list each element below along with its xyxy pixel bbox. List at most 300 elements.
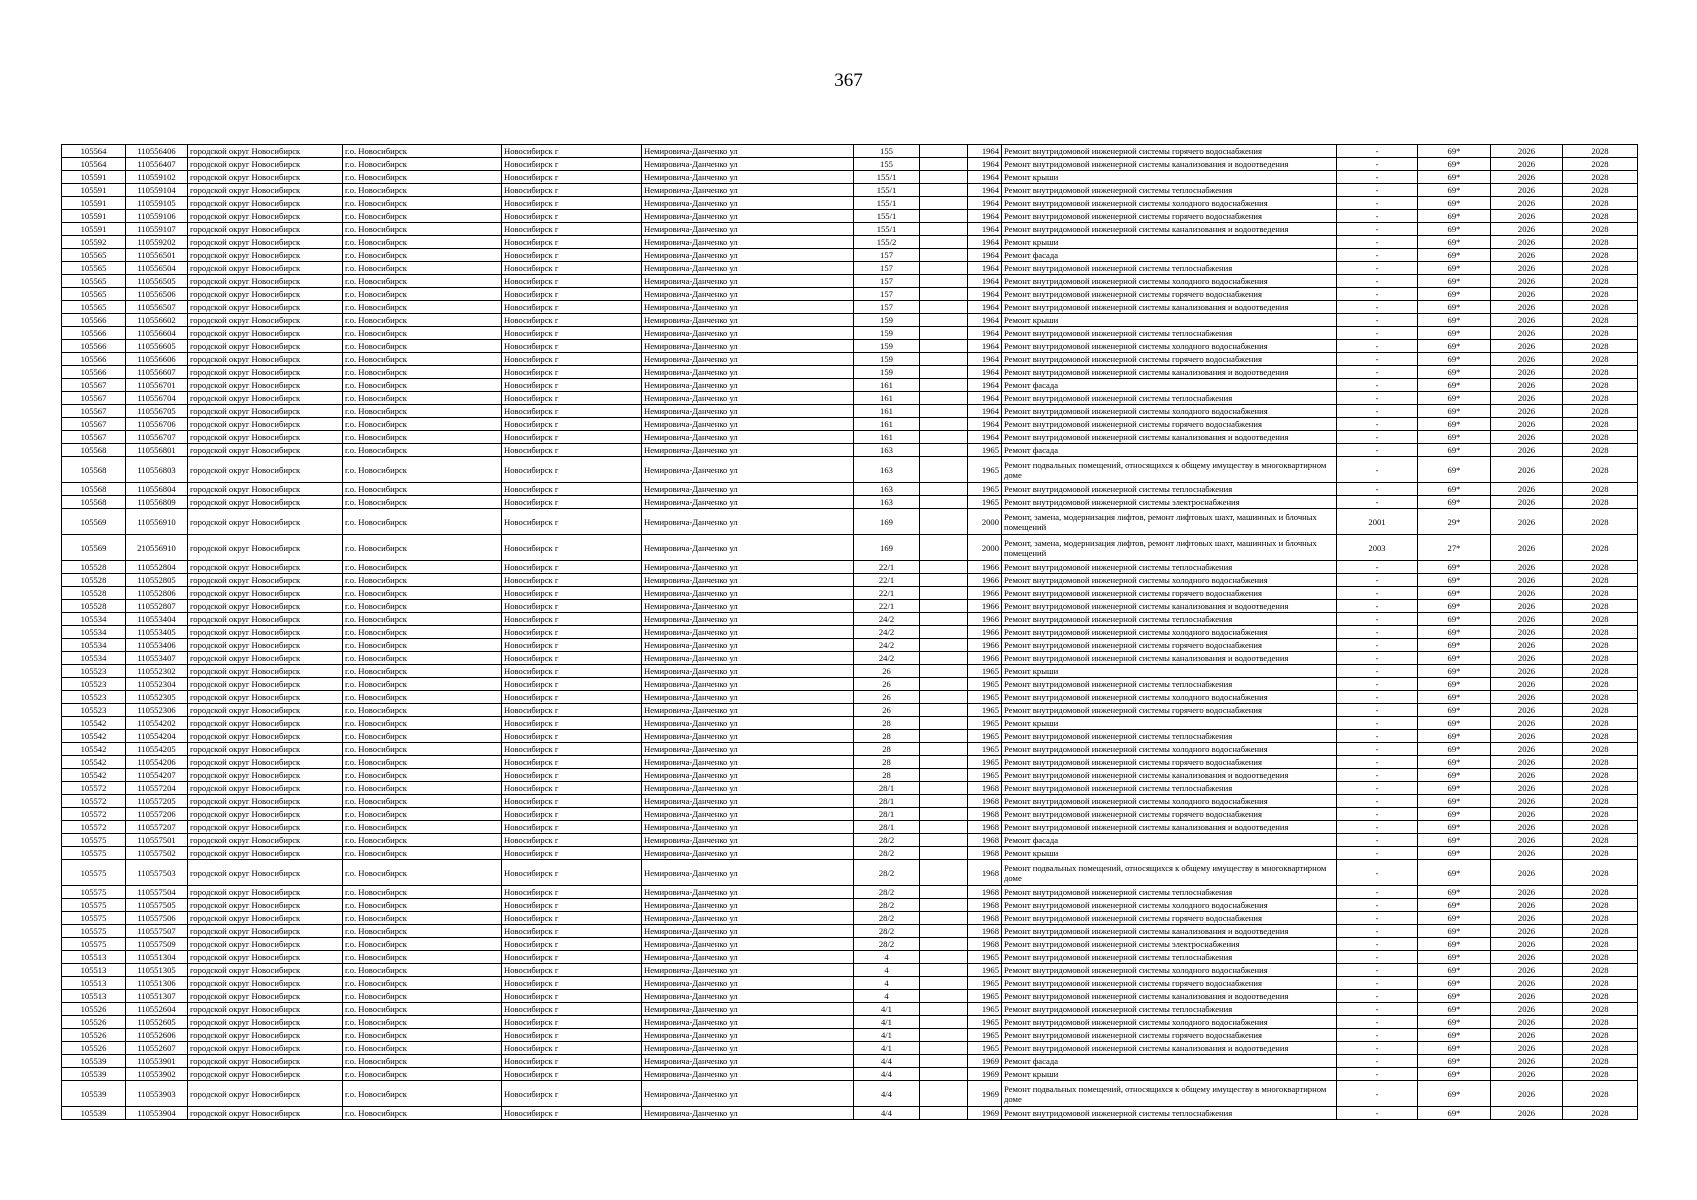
cell-municipality: городской округ Новосибирск: [188, 600, 343, 613]
cell-last-repair-year: -: [1337, 1029, 1418, 1042]
cell-urban-district: г.о. Новосибирск: [343, 327, 502, 340]
cell-row-id: 105575: [62, 860, 126, 886]
cell-last-repair-year: -: [1337, 444, 1418, 457]
cell-settlement: Новосибирск г: [502, 951, 642, 964]
cell-build-year: 1968: [968, 860, 1002, 886]
cell-plan-start-year: 2026: [1491, 600, 1563, 613]
cell-work-code: 110552305: [126, 691, 188, 704]
cell-last-repair-year: -: [1337, 184, 1418, 197]
cell-settlement: Новосибирск г: [502, 938, 642, 951]
cell-work-type: Ремонт внутридомовой инженерной системы канализования и водоотведения: [1002, 925, 1337, 938]
cell-street: Немировича-Данченко ул: [642, 1042, 854, 1055]
cell-work-code: 110553904: [126, 1107, 188, 1120]
cell-work-type: Ремонт подвальных помещений, относящихся к общему имуществу в многоквартирном доме: [1002, 1081, 1337, 1107]
cell-last-repair-year: -: [1337, 938, 1418, 951]
cell-house-number: 4/4: [854, 1068, 920, 1081]
cell-wear-percent: 69*: [1418, 483, 1491, 496]
cell-plan-end-year: 2028: [1563, 496, 1638, 509]
cell-plan-start-year: 2026: [1491, 340, 1563, 353]
cell-municipality: городской округ Новосибирск: [188, 418, 343, 431]
cell-street: Немировича-Данченко ул: [642, 613, 854, 626]
cell-street: Немировича-Данченко ул: [642, 795, 854, 808]
cell-row-id: 105572: [62, 808, 126, 821]
cell-house-number: 4: [854, 964, 920, 977]
cell-work-code: 110556506: [126, 288, 188, 301]
cell-wear-percent: 69*: [1418, 340, 1491, 353]
cell-municipality: городской округ Новосибирск: [188, 899, 343, 912]
cell-build-year: 1964: [968, 366, 1002, 379]
cell-work-code: 110557204: [126, 782, 188, 795]
cell-street: Немировича-Данченко ул: [642, 925, 854, 938]
cell-building-number: [920, 444, 968, 457]
cell-row-id: 105592: [62, 236, 126, 249]
table-row: [62, 405, 1638, 418]
cell-work-code: 110557507: [126, 925, 188, 938]
cell-street: Немировича-Данченко ул: [642, 301, 854, 314]
cell-wear-percent: 69*: [1418, 808, 1491, 821]
cell-building-number: [920, 847, 968, 860]
cell-house-number: 4/1: [854, 1042, 920, 1055]
cell-wear-percent: 69*: [1418, 327, 1491, 340]
cell-street: Немировича-Данченко ул: [642, 262, 854, 275]
cell-plan-end-year: 2028: [1563, 730, 1638, 743]
cell-work-type: Ремонт внутридомовой инженерной системы канализования и водоотведения: [1002, 821, 1337, 834]
cell-plan-end-year: 2028: [1563, 587, 1638, 600]
cell-municipality: городской округ Новосибирск: [188, 652, 343, 665]
cell-work-code: 110556705: [126, 405, 188, 418]
cell-work-type: Ремонт фасада: [1002, 379, 1337, 392]
cell-street: Немировича-Данченко ул: [642, 1107, 854, 1120]
cell-work-type: Ремонт крыши: [1002, 717, 1337, 730]
cell-settlement: Новосибирск г: [502, 496, 642, 509]
cell-municipality: городской округ Новосибирск: [188, 782, 343, 795]
cell-plan-start-year: 2026: [1491, 717, 1563, 730]
cell-row-id: 105526: [62, 1042, 126, 1055]
cell-last-repair-year: -: [1337, 769, 1418, 782]
cell-wear-percent: 69*: [1418, 249, 1491, 262]
cell-build-year: 1964: [968, 405, 1002, 418]
cell-plan-end-year: 2028: [1563, 964, 1638, 977]
table-row: [62, 483, 1638, 496]
cell-urban-district: г.о. Новосибирск: [343, 704, 502, 717]
cell-build-year: 1964: [968, 249, 1002, 262]
cell-work-type: Ремонт, замена, модернизация лифтов, ремонт лифтовых шахт, машинных и блочных помещений: [1002, 535, 1337, 561]
cell-last-repair-year: -: [1337, 366, 1418, 379]
cell-building-number: [920, 249, 968, 262]
cell-municipality: городской округ Новосибирск: [188, 561, 343, 574]
cell-row-id: 105526: [62, 1003, 126, 1016]
cell-settlement: Новосибирск г: [502, 626, 642, 639]
cell-build-year: 1964: [968, 392, 1002, 405]
cell-street: Немировича-Данченко ул: [642, 964, 854, 977]
cell-house-number: 4/1: [854, 1016, 920, 1029]
cell-municipality: городской округ Новосибирск: [188, 925, 343, 938]
cell-work-code: 110559106: [126, 210, 188, 223]
cell-wear-percent: 69*: [1418, 1107, 1491, 1120]
cell-plan-start-year: 2026: [1491, 782, 1563, 795]
cell-last-repair-year: -: [1337, 405, 1418, 418]
cell-plan-end-year: 2028: [1563, 1003, 1638, 1016]
table-row: [62, 145, 1638, 158]
cell-row-id: 105513: [62, 964, 126, 977]
cell-plan-end-year: 2028: [1563, 1107, 1638, 1120]
cell-settlement: Новосибирск г: [502, 1042, 642, 1055]
cell-wear-percent: 69*: [1418, 782, 1491, 795]
cell-work-type: Ремонт внутридомовой инженерной системы теплоснабжения: [1002, 1107, 1337, 1120]
cell-build-year: 1964: [968, 314, 1002, 327]
cell-settlement: Новосибирск г: [502, 925, 642, 938]
cell-work-code: 110557206: [126, 808, 188, 821]
cell-build-year: 1968: [968, 912, 1002, 925]
cell-plan-start-year: 2026: [1491, 210, 1563, 223]
cell-last-repair-year: -: [1337, 561, 1418, 574]
cell-street: Немировича-Данченко ул: [642, 314, 854, 327]
cell-work-type: Ремонт внутридомовой инженерной системы горячего водоснабжения: [1002, 977, 1337, 990]
cell-settlement: Новосибирск г: [502, 977, 642, 990]
cell-street: Немировича-Данченко ул: [642, 1081, 854, 1107]
cell-building-number: [920, 418, 968, 431]
cell-building-number: [920, 535, 968, 561]
cell-house-number: 4/4: [854, 1107, 920, 1120]
cell-last-repair-year: -: [1337, 158, 1418, 171]
cell-last-repair-year: -: [1337, 457, 1418, 483]
table-row: [62, 665, 1638, 678]
cell-municipality: городской округ Новосибирск: [188, 626, 343, 639]
cell-row-id: 105591: [62, 171, 126, 184]
cell-house-number: 155/1: [854, 223, 920, 236]
cell-last-repair-year: -: [1337, 1042, 1418, 1055]
cell-house-number: 4: [854, 990, 920, 1003]
cell-work-code: 110552805: [126, 574, 188, 587]
table-row: [62, 1055, 1638, 1068]
cell-work-code: 210556910: [126, 535, 188, 561]
cell-settlement: Новосибирск г: [502, 223, 642, 236]
cell-house-number: 169: [854, 535, 920, 561]
cell-build-year: 1964: [968, 262, 1002, 275]
cell-building-number: [920, 886, 968, 899]
cell-row-id: 105568: [62, 457, 126, 483]
cell-house-number: 28/2: [854, 925, 920, 938]
cell-work-type: Ремонт, замена, модернизация лифтов, ремонт лифтовых шахт, машинных и блочных помещений: [1002, 509, 1337, 535]
cell-building-number: [920, 782, 968, 795]
cell-municipality: городской округ Новосибирск: [188, 301, 343, 314]
cell-building-number: [920, 288, 968, 301]
cell-urban-district: г.о. Новосибирск: [343, 1042, 502, 1055]
cell-wear-percent: 69*: [1418, 925, 1491, 938]
cell-row-id: 105591: [62, 197, 126, 210]
cell-building-number: [920, 613, 968, 626]
cell-plan-start-year: 2026: [1491, 496, 1563, 509]
cell-house-number: 26: [854, 678, 920, 691]
cell-plan-start-year: 2026: [1491, 639, 1563, 652]
cell-work-code: 110554202: [126, 717, 188, 730]
cell-building-number: [920, 197, 968, 210]
cell-building-number: [920, 509, 968, 535]
cell-work-type: Ремонт внутридомовой инженерной системы горячего водоснабжения: [1002, 418, 1337, 431]
cell-plan-start-year: 2026: [1491, 314, 1563, 327]
cell-municipality: городской округ Новосибирск: [188, 1068, 343, 1081]
cell-wear-percent: 69*: [1418, 145, 1491, 158]
cell-last-repair-year: -: [1337, 1055, 1418, 1068]
cell-municipality: городской округ Новосибирск: [188, 1055, 343, 1068]
cell-plan-start-year: 2026: [1491, 886, 1563, 899]
cell-plan-end-year: 2028: [1563, 197, 1638, 210]
cell-building-number: [920, 327, 968, 340]
cell-plan-end-year: 2028: [1563, 847, 1638, 860]
cell-house-number: 4: [854, 951, 920, 964]
cell-urban-district: г.о. Новосибирск: [343, 210, 502, 223]
table-row: [62, 600, 1638, 613]
cell-row-id: 105542: [62, 769, 126, 782]
cell-house-number: 4/1: [854, 1029, 920, 1042]
cell-plan-end-year: 2028: [1563, 483, 1638, 496]
cell-building-number: [920, 665, 968, 678]
cell-plan-start-year: 2026: [1491, 288, 1563, 301]
cell-plan-start-year: 2026: [1491, 197, 1563, 210]
cell-building-number: [920, 795, 968, 808]
cell-street: Немировича-Данченко ул: [642, 626, 854, 639]
cell-building-number: [920, 210, 968, 223]
cell-building-number: [920, 977, 968, 990]
cell-plan-start-year: 2026: [1491, 730, 1563, 743]
cell-last-repair-year: -: [1337, 743, 1418, 756]
cell-work-code: 110559107: [126, 223, 188, 236]
cell-settlement: Новосибирск г: [502, 899, 642, 912]
cell-build-year: 1968: [968, 938, 1002, 951]
cell-work-code: 110556606: [126, 353, 188, 366]
cell-row-id: 105566: [62, 327, 126, 340]
table-row: [62, 717, 1638, 730]
cell-urban-district: г.о. Новосибирск: [343, 938, 502, 951]
cell-work-code: 110552604: [126, 1003, 188, 1016]
cell-last-repair-year: -: [1337, 418, 1418, 431]
cell-build-year: 1964: [968, 223, 1002, 236]
cell-house-number: 4: [854, 977, 920, 990]
cell-build-year: 1968: [968, 808, 1002, 821]
cell-work-type: Ремонт внутридомовой инженерной системы теплоснабжения: [1002, 392, 1337, 405]
cell-plan-end-year: 2028: [1563, 561, 1638, 574]
cell-plan-end-year: 2028: [1563, 262, 1638, 275]
cell-settlement: Новосибирск г: [502, 1107, 642, 1120]
cell-settlement: Новосибирск г: [502, 379, 642, 392]
cell-plan-start-year: 2026: [1491, 821, 1563, 834]
cell-plan-end-year: 2028: [1563, 769, 1638, 782]
cell-building-number: [920, 743, 968, 756]
cell-last-repair-year: -: [1337, 704, 1418, 717]
cell-house-number: 163: [854, 444, 920, 457]
cell-work-code: 110552302: [126, 665, 188, 678]
cell-wear-percent: 69*: [1418, 197, 1491, 210]
cell-build-year: 1964: [968, 145, 1002, 158]
cell-plan-start-year: 2026: [1491, 860, 1563, 886]
cell-row-id: 105591: [62, 223, 126, 236]
cell-plan-end-year: 2028: [1563, 990, 1638, 1003]
cell-wear-percent: 69*: [1418, 691, 1491, 704]
cell-last-repair-year: -: [1337, 639, 1418, 652]
cell-building-number: [920, 639, 968, 652]
cell-work-code: 110551304: [126, 951, 188, 964]
cell-urban-district: г.о. Новосибирск: [343, 860, 502, 886]
cell-house-number: 28/1: [854, 795, 920, 808]
cell-build-year: 1965: [968, 990, 1002, 1003]
cell-urban-district: г.о. Новосибирск: [343, 613, 502, 626]
cell-row-id: 105534: [62, 652, 126, 665]
cell-row-id: 105575: [62, 834, 126, 847]
table-row: [62, 1003, 1638, 1016]
cell-build-year: 1965: [968, 691, 1002, 704]
cell-build-year: 1968: [968, 899, 1002, 912]
cell-plan-end-year: 2028: [1563, 184, 1638, 197]
cell-build-year: 1966: [968, 652, 1002, 665]
cell-build-year: 1966: [968, 613, 1002, 626]
table-row: [62, 314, 1638, 327]
table-row: [62, 366, 1638, 379]
cell-plan-start-year: 2026: [1491, 1107, 1563, 1120]
cell-row-id: 105513: [62, 977, 126, 990]
cell-building-number: [920, 483, 968, 496]
cell-street: Немировича-Данченко ул: [642, 704, 854, 717]
page-number: 367: [834, 70, 863, 91]
cell-wear-percent: 27*: [1418, 535, 1491, 561]
cell-build-year: 1965: [968, 678, 1002, 691]
cell-settlement: Новосибирск г: [502, 769, 642, 782]
cell-last-repair-year: -: [1337, 652, 1418, 665]
cell-urban-district: г.о. Новосибирск: [343, 236, 502, 249]
cell-settlement: Новосибирск г: [502, 158, 642, 171]
cell-urban-district: г.о. Новосибирск: [343, 678, 502, 691]
cell-last-repair-year: -: [1337, 821, 1418, 834]
cell-urban-district: г.о. Новосибирск: [343, 964, 502, 977]
cell-work-code: 110553404: [126, 613, 188, 626]
cell-last-repair-year: -: [1337, 314, 1418, 327]
cell-work-code: 110557503: [126, 860, 188, 886]
cell-municipality: городской округ Новосибирск: [188, 340, 343, 353]
cell-build-year: 2000: [968, 535, 1002, 561]
table-row: [62, 886, 1638, 899]
cell-municipality: городской округ Новосибирск: [188, 964, 343, 977]
cell-row-id: 105542: [62, 730, 126, 743]
cell-wear-percent: 69*: [1418, 639, 1491, 652]
cell-urban-district: г.о. Новосибирск: [343, 262, 502, 275]
cell-work-type: Ремонт внутридомовой инженерной системы канализования и водоотведения: [1002, 990, 1337, 1003]
cell-building-number: [920, 275, 968, 288]
cell-building-number: [920, 262, 968, 275]
cell-settlement: Новосибирск г: [502, 444, 642, 457]
cell-settlement: Новосибирск г: [502, 1003, 642, 1016]
cell-build-year: 1965: [968, 951, 1002, 964]
cell-urban-district: г.о. Новосибирск: [343, 834, 502, 847]
cell-municipality: городской округ Новосибирск: [188, 938, 343, 951]
cell-work-code: 110554205: [126, 743, 188, 756]
cell-last-repair-year: -: [1337, 431, 1418, 444]
table-row: [62, 1107, 1638, 1120]
cell-work-type: Ремонт крыши: [1002, 171, 1337, 184]
cell-house-number: 161: [854, 431, 920, 444]
cell-build-year: 2000: [968, 509, 1002, 535]
cell-plan-end-year: 2028: [1563, 574, 1638, 587]
table-row: [62, 496, 1638, 509]
cell-wear-percent: 69*: [1418, 899, 1491, 912]
cell-municipality: городской округ Новосибирск: [188, 379, 343, 392]
cell-last-repair-year: -: [1337, 587, 1418, 600]
cell-house-number: 28/2: [854, 899, 920, 912]
cell-urban-district: г.о. Новосибирск: [343, 912, 502, 925]
cell-settlement: Новосибирск г: [502, 184, 642, 197]
cell-plan-start-year: 2026: [1491, 626, 1563, 639]
cell-street: Немировича-Данченко ул: [642, 769, 854, 782]
cell-house-number: 155/2: [854, 236, 920, 249]
cell-urban-district: г.о. Новосибирск: [343, 886, 502, 899]
cell-work-type: Ремонт внутридомовой инженерной системы теплоснабжения: [1002, 327, 1337, 340]
cell-urban-district: г.о. Новосибирск: [343, 561, 502, 574]
cell-work-type: Ремонт крыши: [1002, 236, 1337, 249]
cell-row-id: 105591: [62, 184, 126, 197]
cell-wear-percent: 69*: [1418, 951, 1491, 964]
cell-building-number: [920, 301, 968, 314]
cell-settlement: Новосибирск г: [502, 717, 642, 730]
cell-settlement: Новосибирск г: [502, 821, 642, 834]
cell-wear-percent: 69*: [1418, 912, 1491, 925]
cell-plan-start-year: 2026: [1491, 769, 1563, 782]
cell-building-number: [920, 574, 968, 587]
cell-street: Немировича-Данченко ул: [642, 210, 854, 223]
cell-building-number: [920, 834, 968, 847]
cell-municipality: городской округ Новосибирск: [188, 262, 343, 275]
cell-plan-end-year: 2028: [1563, 925, 1638, 938]
cell-row-id: 105565: [62, 262, 126, 275]
cell-settlement: Новосибирск г: [502, 834, 642, 847]
cell-municipality: городской округ Новосибирск: [188, 197, 343, 210]
cell-building-number: [920, 340, 968, 353]
cell-settlement: Новосибирск г: [502, 691, 642, 704]
cell-row-id: 105566: [62, 340, 126, 353]
cell-municipality: городской округ Новосибирск: [188, 223, 343, 236]
cell-work-type: Ремонт внутридомовой инженерной системы теплоснабжения: [1002, 678, 1337, 691]
table-row: [62, 288, 1638, 301]
table-row: [62, 210, 1638, 223]
cell-last-repair-year: -: [1337, 223, 1418, 236]
cell-row-id: 105575: [62, 899, 126, 912]
cell-plan-start-year: 2026: [1491, 158, 1563, 171]
cell-plan-start-year: 2026: [1491, 1068, 1563, 1081]
table-row: [62, 769, 1638, 782]
cell-urban-district: г.о. Новосибирск: [343, 535, 502, 561]
cell-urban-district: г.о. Новосибирск: [343, 730, 502, 743]
cell-last-repair-year: -: [1337, 860, 1418, 886]
cell-plan-start-year: 2026: [1491, 249, 1563, 262]
cell-row-id: 105591: [62, 210, 126, 223]
cell-plan-start-year: 2026: [1491, 184, 1563, 197]
cell-municipality: городской округ Новосибирск: [188, 431, 343, 444]
cell-urban-district: г.о. Новосибирск: [343, 639, 502, 652]
cell-row-id: 105565: [62, 249, 126, 262]
cell-build-year: 1969: [968, 1068, 1002, 1081]
cell-street: Немировича-Данченко ул: [642, 184, 854, 197]
cell-wear-percent: 69*: [1418, 652, 1491, 665]
cell-last-repair-year: 2003: [1337, 535, 1418, 561]
cell-row-id: 105572: [62, 782, 126, 795]
cell-build-year: 1966: [968, 639, 1002, 652]
cell-plan-start-year: 2026: [1491, 704, 1563, 717]
table-row: [62, 301, 1638, 314]
cell-building-number: [920, 769, 968, 782]
cell-house-number: 4/4: [854, 1055, 920, 1068]
cell-street: Немировича-Данченко ул: [642, 1003, 854, 1016]
cell-build-year: 1964: [968, 340, 1002, 353]
cell-building-number: [920, 379, 968, 392]
cell-wear-percent: 69*: [1418, 717, 1491, 730]
cell-last-repair-year: -: [1337, 145, 1418, 158]
